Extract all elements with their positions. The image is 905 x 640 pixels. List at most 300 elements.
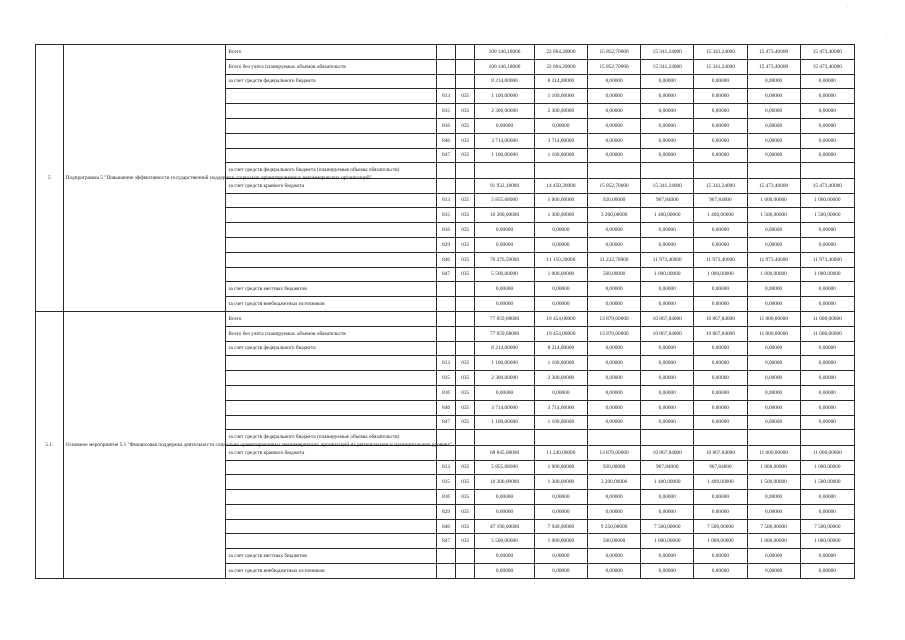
amount-cell: 15 852,70000 (587, 178, 640, 193)
amount-cell: 0,00000 (534, 282, 587, 297)
amount-cell: 11 973,40000 (800, 252, 854, 267)
amount-cell: 0,00000 (587, 415, 640, 430)
amount-cell: 15 473,40000 (747, 59, 800, 74)
amount-cell: 0,00000 (747, 89, 800, 104)
amount-cell (747, 163, 800, 178)
amount-cell: 1 500,00000 (800, 475, 854, 490)
amount-cell: 7 500,00000 (694, 519, 747, 534)
admin-code (436, 74, 455, 89)
amount-cell: 15 341,24000 (694, 178, 747, 193)
amount-cell: 1 400,00000 (641, 475, 694, 490)
admin-code: 846 (436, 252, 455, 267)
amount-cell: 15 341,24000 (694, 59, 747, 74)
amount-cell: 0,00000 (694, 237, 747, 252)
amount-cell: 11 973,40000 (747, 252, 800, 267)
amount-cell: 0,00000 (747, 504, 800, 519)
amount-cell: 0,00000 (587, 148, 640, 163)
amount-cell: 10 300,00000 (475, 475, 535, 490)
section-code: 035 (456, 400, 475, 415)
amount-cell: 0,00000 (587, 237, 640, 252)
amount-cell: 0,00000 (694, 297, 747, 312)
amount-cell: 0,00000 (641, 356, 694, 371)
funding-source-label (226, 460, 437, 475)
amount-cell: 5 500,00000 (475, 267, 535, 282)
amount-cell: 0,00000 (641, 341, 694, 356)
funding-source-label: за счет средств внебюджетных источников (226, 297, 437, 312)
page-mark-top-right: ' (846, 6, 847, 11)
amount-cell: 8 214,00000 (475, 74, 535, 89)
amount-cell: 0,00000 (475, 118, 535, 133)
amount-cell: 11 150,20000 (534, 252, 587, 267)
amount-cell: 920,00000 (587, 193, 640, 208)
amount-cell: 0,00000 (641, 504, 694, 519)
amount-cell: 2 300,00000 (534, 104, 587, 119)
amount-cell (747, 430, 800, 445)
amount-cell: 0,00000 (534, 549, 587, 564)
admin-code: 816 (436, 223, 455, 238)
admin-code: 813 (436, 89, 455, 104)
amount-cell: 0,00000 (800, 549, 854, 564)
amount-cell: 77 059,68000 (475, 311, 535, 326)
section-code: 035 (456, 490, 475, 505)
amount-cell: 1 100,00000 (475, 356, 535, 371)
amount-cell (641, 430, 694, 445)
amount-cell: 77 059,68000 (475, 326, 535, 341)
funding-source-label: за счет средств федерального бюджета (226, 341, 437, 356)
amount-cell: 0,00000 (641, 385, 694, 400)
table-row (36, 45, 855, 60)
amount-cell: 0,00000 (800, 148, 854, 163)
amount-cell: 0,00000 (747, 549, 800, 564)
amount-cell: 1 300,00000 (534, 475, 587, 490)
amount-cell: 0,00000 (534, 564, 587, 579)
section-code (456, 74, 475, 89)
amount-cell: 15 473,40000 (800, 45, 854, 60)
amount-cell: 0,00000 (641, 89, 694, 104)
amount-cell: 19 454,00000 (534, 326, 587, 341)
amount-cell: 0,00000 (587, 371, 640, 386)
funding-source-label (226, 118, 437, 133)
amount-cell: 0,00000 (641, 133, 694, 148)
amount-cell: 13 870,00000 (587, 311, 640, 326)
amount-cell: 1 500,00000 (747, 208, 800, 223)
admin-code (436, 564, 455, 579)
amount-cell: 1 000,00000 (694, 534, 747, 549)
amount-cell: 0,00000 (641, 237, 694, 252)
amount-cell: 15 852,70000 (587, 59, 640, 74)
funding-source-label (226, 400, 437, 415)
amount-cell: 0,00000 (747, 385, 800, 400)
amount-cell: 0,00000 (534, 297, 587, 312)
amount-cell: 0,00000 (747, 118, 800, 133)
admin-code: 847 (436, 148, 455, 163)
amount-cell (694, 430, 747, 445)
amount-cell: 1 100,00000 (475, 89, 535, 104)
amount-cell: 0,00000 (475, 490, 535, 505)
admin-code (436, 326, 455, 341)
amount-cell: 0,00000 (587, 504, 640, 519)
amount-cell: 10 867,84000 (641, 445, 694, 460)
amount-cell: 0,00000 (587, 133, 640, 148)
amount-cell: 3 200,00000 (587, 475, 640, 490)
amount-cell: 100 146,18000 (475, 45, 535, 60)
amount-cell: 0,00000 (747, 415, 800, 430)
amount-cell: 0,00000 (800, 297, 854, 312)
amount-cell: 0,00000 (800, 282, 854, 297)
amount-cell: 0,00000 (694, 564, 747, 579)
amount-cell: 0,00000 (587, 341, 640, 356)
section-code (456, 45, 475, 60)
amount-cell (800, 430, 854, 445)
funding-source-label (226, 267, 437, 282)
amount-cell: 100 146,18000 (475, 59, 535, 74)
funding-source-label (226, 415, 437, 430)
amount-cell: 10 867,84000 (641, 326, 694, 341)
admin-code (436, 282, 455, 297)
section-code: 035 (456, 519, 475, 534)
funding-source-label: Всего без учета планируемых объемов обязательств (226, 326, 437, 341)
section-code: 035 (456, 118, 475, 133)
amount-cell: 7 940,00000 (534, 519, 587, 534)
admin-code: 816 (436, 385, 455, 400)
amount-cell: 47 190,00000 (475, 519, 535, 534)
funding-source-label (226, 193, 437, 208)
amount-cell: 0,00000 (641, 371, 694, 386)
amount-cell: 0,00000 (747, 297, 800, 312)
funding-source-label: за счет средств федерального бюджета (226, 74, 437, 89)
amount-cell: 1 000,00000 (800, 460, 854, 475)
amount-cell: 1 100,00000 (475, 415, 535, 430)
amount-cell: 10 867,84000 (694, 445, 747, 460)
amount-cell (800, 163, 854, 178)
funding-source-label: за счет средств местных бюджетов (226, 282, 437, 297)
amount-cell: 1 000,00000 (534, 534, 587, 549)
amount-cell: 0,00000 (694, 133, 747, 148)
amount-cell: 11 000,00000 (800, 311, 854, 326)
amount-cell: 1 000,00000 (800, 534, 854, 549)
amount-cell: 68 845,68000 (475, 445, 535, 460)
amount-cell: 0,00000 (800, 118, 854, 133)
amount-cell: 0,00000 (800, 104, 854, 119)
amount-cell: 1 100,00000 (534, 415, 587, 430)
section-code: 035 (456, 267, 475, 282)
amount-cell: 920,00000 (587, 460, 640, 475)
amount-cell: 0,00000 (534, 385, 587, 400)
amount-cell: 70 276,50000 (475, 252, 535, 267)
amount-cell: 0,00000 (641, 118, 694, 133)
amount-cell: 0,00000 (534, 490, 587, 505)
amount-cell: 11 232,70000 (587, 252, 640, 267)
section-code (456, 445, 475, 460)
section-code: 035 (456, 504, 475, 519)
amount-cell: 0,00000 (694, 490, 747, 505)
section-code (456, 326, 475, 341)
funding-source-label (226, 252, 437, 267)
amount-cell: 0,00000 (534, 504, 587, 519)
section-code (456, 341, 475, 356)
amount-cell: 0,00000 (587, 223, 640, 238)
amount-cell: 0,00000 (747, 148, 800, 163)
amount-cell: 0,00000 (694, 415, 747, 430)
amount-cell: 0,00000 (475, 237, 535, 252)
admin-code: 815 (436, 208, 455, 223)
amount-cell: 1 000,00000 (800, 193, 854, 208)
budget-table-sheet (35, 44, 855, 579)
section-title: Подпрограмма 5 "Повышение эффективности государственной поддержки социально ориентированных некоммерческих организаций" (63, 45, 226, 312)
page-mark-right-edge: ' (886, 37, 887, 42)
amount-cell: 5 855,68000 (475, 460, 535, 475)
amount-cell: 0,00000 (534, 118, 587, 133)
amount-cell: 0,00000 (475, 549, 535, 564)
amount-cell: 91 932,18000 (475, 178, 535, 193)
amount-cell: 0,00000 (800, 356, 854, 371)
amount-cell: 1 000,00000 (534, 193, 587, 208)
amount-cell: 3 714,00000 (534, 133, 587, 148)
amount-cell: 0,00000 (641, 549, 694, 564)
amount-cell: 0,00000 (747, 237, 800, 252)
admin-code: 815 (436, 371, 455, 386)
funding-source-label: за счет средств краевого бюджета (226, 445, 437, 460)
amount-cell: 1 400,00000 (694, 208, 747, 223)
amount-cell: 0,00000 (800, 74, 854, 89)
admin-code (436, 311, 455, 326)
amount-cell: 0,00000 (694, 371, 747, 386)
amount-cell (641, 163, 694, 178)
amount-cell: 1 400,00000 (694, 475, 747, 490)
funding-source-label (226, 237, 437, 252)
amount-cell: 0,00000 (641, 415, 694, 430)
amount-cell: 2 300,00000 (475, 371, 535, 386)
section-title: Основное мероприятие 5.1 "Финансовая поддержка деятельности социально ориентированных некоммерческих организаций на региональном и муниципальном уровнях" (63, 311, 226, 578)
section-code: 035 (456, 193, 475, 208)
amount-cell: 15 341,24000 (641, 45, 694, 60)
funding-source-label (226, 385, 437, 400)
amount-cell: 0,00000 (747, 282, 800, 297)
amount-cell: 0,00000 (641, 400, 694, 415)
amount-cell: 0,00000 (800, 133, 854, 148)
amount-cell: 22 664,20000 (534, 45, 587, 60)
amount-cell: 0,00000 (587, 385, 640, 400)
funding-source-label (226, 504, 437, 519)
amount-cell: 11 000,00000 (747, 311, 800, 326)
section-code: 035 (456, 371, 475, 386)
budget-table-body (36, 45, 855, 579)
amount-cell: 0,00000 (800, 400, 854, 415)
amount-cell: 10 300,00000 (475, 208, 535, 223)
funding-source-label (226, 89, 437, 104)
amount-cell: 13 870,00000 (587, 326, 640, 341)
amount-cell: 15 473,40000 (800, 178, 854, 193)
amount-cell: 0,00000 (747, 400, 800, 415)
amount-cell: 5 855,68000 (475, 193, 535, 208)
amount-cell: 0,00000 (694, 74, 747, 89)
amount-cell: 15 852,70000 (587, 45, 640, 60)
amount-cell: 0,00000 (747, 104, 800, 119)
amount-cell: 0,00000 (800, 504, 854, 519)
amount-cell: 11 973,40000 (694, 252, 747, 267)
amount-cell (534, 430, 587, 445)
amount-cell: 8 214,00000 (534, 74, 587, 89)
section-code: 035 (456, 415, 475, 430)
admin-code: 813 (436, 460, 455, 475)
admin-code: 815 (436, 104, 455, 119)
admin-code: 847 (436, 267, 455, 282)
section-code (456, 178, 475, 193)
section-code (456, 59, 475, 74)
amount-cell: 0,00000 (587, 564, 640, 579)
amount-cell: 0,00000 (475, 504, 535, 519)
table-row (36, 311, 855, 326)
amount-cell: 0,00000 (641, 104, 694, 119)
amount-cell: 0,00000 (747, 356, 800, 371)
amount-cell: 0,00000 (587, 549, 640, 564)
admin-code (436, 549, 455, 564)
funding-source-label (226, 208, 437, 223)
funding-source-label: за счет средств федерального бюджета (планируемые объемы обязательств) (226, 163, 437, 178)
admin-code: 816 (436, 118, 455, 133)
amount-cell: 0,00000 (475, 385, 535, 400)
section-code (456, 430, 475, 445)
amount-cell: 0,00000 (694, 400, 747, 415)
amount-cell: 967,84000 (641, 193, 694, 208)
amount-cell: 0,00000 (587, 118, 640, 133)
admin-code (436, 341, 455, 356)
amount-cell: 0,00000 (747, 564, 800, 579)
amount-cell: 0,00000 (641, 74, 694, 89)
amount-cell: 1 000,00000 (747, 267, 800, 282)
amount-cell: 0,00000 (694, 89, 747, 104)
section-code (456, 549, 475, 564)
section-code: 035 (456, 104, 475, 119)
amount-cell: 0,00000 (475, 297, 535, 312)
funding-source-label: за счет средств краевого бюджета (226, 178, 437, 193)
admin-code: 813 (436, 356, 455, 371)
section-code: 035 (456, 356, 475, 371)
amount-cell: 0,00000 (534, 237, 587, 252)
amount-cell: 0,00000 (694, 341, 747, 356)
amount-cell: 0,00000 (694, 385, 747, 400)
amount-cell: 0,00000 (475, 564, 535, 579)
amount-cell: 8 214,00000 (534, 341, 587, 356)
amount-cell: 1 100,00000 (534, 89, 587, 104)
amount-cell: 11 000,00000 (800, 326, 854, 341)
amount-cell: 11 000,00000 (800, 445, 854, 460)
section-code: 035 (456, 89, 475, 104)
admin-code: 847 (436, 534, 455, 549)
amount-cell: 1 300,00000 (534, 208, 587, 223)
amount-cell: 0,00000 (641, 297, 694, 312)
section-index: 5.1. (36, 311, 64, 578)
amount-cell (475, 430, 535, 445)
admin-code (436, 59, 455, 74)
amount-cell: 0,00000 (694, 148, 747, 163)
amount-cell: 1 000,00000 (747, 534, 800, 549)
section-code: 035 (456, 148, 475, 163)
amount-cell: 19 454,00000 (534, 311, 587, 326)
funding-source-label (226, 490, 437, 505)
amount-cell: 500,00000 (587, 534, 640, 549)
section-code (456, 163, 475, 178)
amount-cell: 0,00000 (641, 223, 694, 238)
admin-code: 816 (436, 490, 455, 505)
amount-cell: 8 214,00000 (475, 341, 535, 356)
amount-cell: 1 500,00000 (747, 475, 800, 490)
amount-cell: 0,00000 (475, 223, 535, 238)
funding-source-label: за счет средств федерального бюджета (планируемые объемы обязательств) (226, 430, 437, 445)
amount-cell: 0,00000 (694, 223, 747, 238)
amount-cell: 1 000,00000 (747, 193, 800, 208)
amount-cell: 1 000,00000 (641, 267, 694, 282)
amount-cell: 1 000,00000 (534, 267, 587, 282)
section-code (456, 564, 475, 579)
amount-cell: 0,00000 (587, 297, 640, 312)
amount-cell: 2 300,00000 (534, 371, 587, 386)
amount-cell: 0,00000 (747, 341, 800, 356)
amount-cell: 7 500,00000 (747, 519, 800, 534)
amount-cell: 1 400,00000 (641, 208, 694, 223)
amount-cell (534, 163, 587, 178)
amount-cell: 1 100,00000 (534, 148, 587, 163)
amount-cell: 967,84000 (694, 193, 747, 208)
amount-cell: 2 300,00000 (475, 104, 535, 119)
amount-cell: 14 450,20000 (534, 178, 587, 193)
amount-cell: 0,00000 (587, 282, 640, 297)
amount-cell: 0,00000 (587, 356, 640, 371)
amount-cell: 3 714,00000 (475, 133, 535, 148)
amount-cell: 1 000,00000 (747, 460, 800, 475)
amount-cell: 15 341,24000 (641, 178, 694, 193)
amount-cell: 15 341,24000 (641, 59, 694, 74)
amount-cell: 0,00000 (694, 356, 747, 371)
amount-cell: 0,00000 (587, 400, 640, 415)
admin-code: 846 (436, 133, 455, 148)
amount-cell: 10 867,84000 (694, 311, 747, 326)
admin-code: 846 (436, 519, 455, 534)
amount-cell: 967,84000 (694, 460, 747, 475)
amount-cell: 0,00000 (641, 490, 694, 505)
amount-cell: 0,00000 (747, 74, 800, 89)
section-code (456, 297, 475, 312)
funding-source-label (226, 371, 437, 386)
amount-cell: 0,00000 (747, 371, 800, 386)
amount-cell: 11 000,00000 (747, 326, 800, 341)
amount-cell: 1 000,00000 (694, 267, 747, 282)
amount-cell: 0,00000 (800, 341, 854, 356)
amount-cell: 22 664,20000 (534, 59, 587, 74)
amount-cell: 0,00000 (641, 282, 694, 297)
amount-cell (587, 163, 640, 178)
admin-code: 813 (436, 193, 455, 208)
amount-cell: 0,00000 (694, 504, 747, 519)
amount-cell: 15 341,24000 (694, 45, 747, 60)
amount-cell: 1 000,00000 (534, 460, 587, 475)
funding-source-label: за счет средств внебюджетных источников (226, 564, 437, 579)
amount-cell: 0,00000 (587, 89, 640, 104)
amount-cell: 0,00000 (747, 490, 800, 505)
section-code: 035 (456, 252, 475, 267)
funding-source-label: Всего без учета планируемых объемов обязательств (226, 59, 437, 74)
amount-cell: 11 000,00000 (747, 445, 800, 460)
funding-source-label (226, 223, 437, 238)
amount-cell: 0,00000 (475, 282, 535, 297)
amount-cell: 10 867,84000 (641, 311, 694, 326)
amount-cell: 15 473,40000 (747, 45, 800, 60)
funding-source-label (226, 534, 437, 549)
amount-cell: 0,00000 (800, 564, 854, 579)
funding-source-label (226, 356, 437, 371)
section-code (456, 282, 475, 297)
amount-cell: 0,00000 (800, 490, 854, 505)
